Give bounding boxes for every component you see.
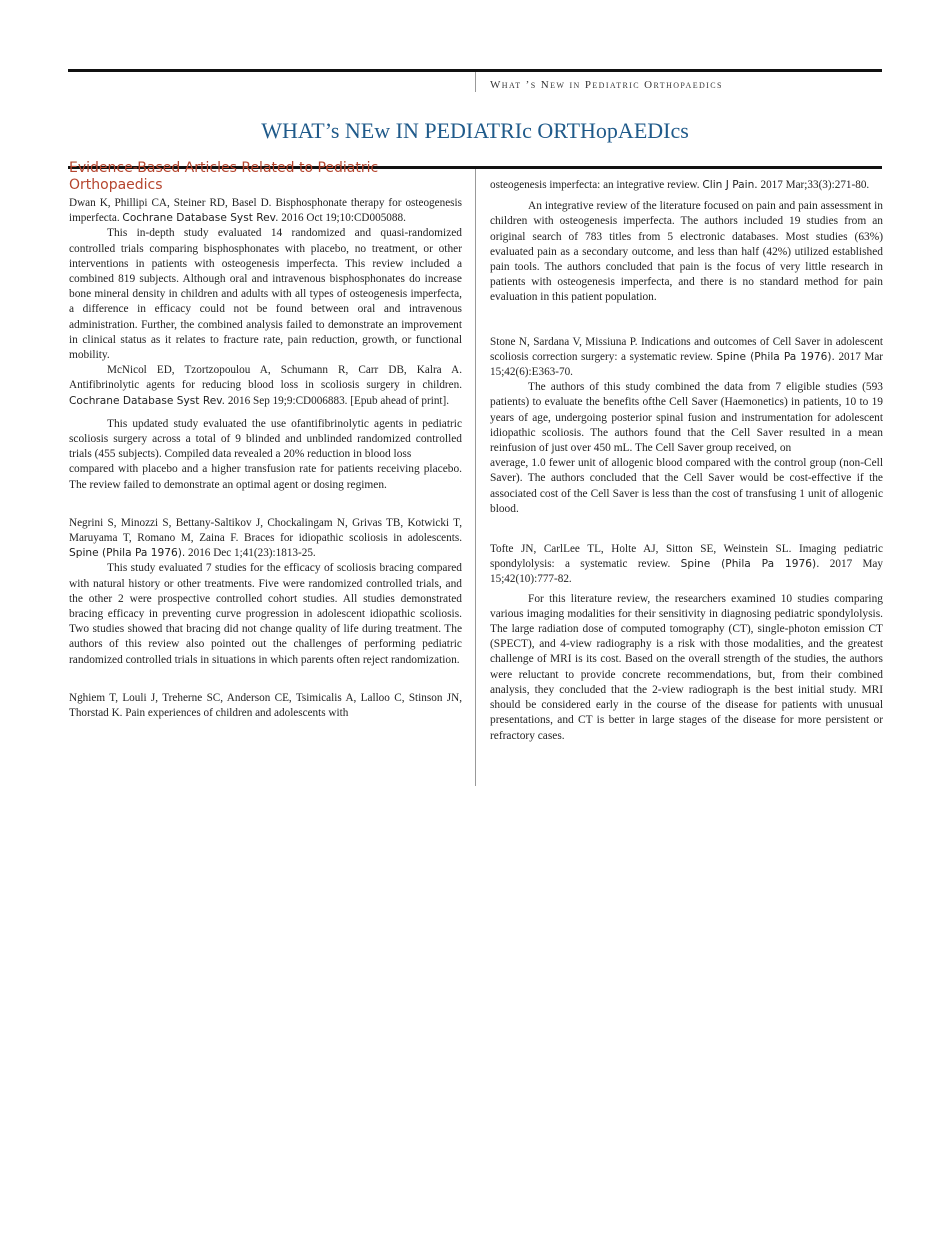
article-citation-continued xyxy=(490,178,883,193)
citation-authors-title: Negrini S, Minozzi S, Bettany-Saltikov J, Chockalingam N, Grivas TB, Kotwicki T, Maruyama T, Romano M, Zaina F. Braces for idiopathic scoliosis in adolescents. xyxy=(69,516,462,545)
citation-details: 2016 Oct 19;10:CD005088. xyxy=(281,212,406,225)
article-citation xyxy=(490,542,883,588)
article-summary: The authors of this study combined the data from 7 eligible studies (593 patients) to evaluate the benefits ofthe Cell Saver (Haemonetics) in patients, 10 to 19 years of age, undergoing posterior spinal fusion and instrumentation for adolescent idiopathic scoliosis. The authors found that the Cell Saver resulted in a mean reinfusion of just over 450 mL. The Cell Saver group received, on xyxy=(490,381,883,455)
citation-journal: Spine (Phila Pa 1976). xyxy=(680,558,820,571)
citation-details: 2017 May 15;42(10):777-82. xyxy=(490,558,883,586)
article-summary: This updated study evaluated the use ofantifibrinolytic agents in pediatric scoliosis surgery across a total of 9 blinded and unblinded randomized controlled trials (455 subjects). Compiled data revealed a 20% reduction in blood loss xyxy=(69,417,462,461)
citation-authors-title: McNicol ED, Tzortzopoulou A, Schumann R, Carr DB, Kalra A. Antifibrinolytic agents for reducing blood loss in scoliosis surgery in children. xyxy=(69,364,462,392)
article-summary: An integrative review of the literature focused on pain and pain assessment in children with osteogenesis imperfecta. The authors included 19 studies from an original search of 783 titles from 5 electronic databases. Most studies (63%) evaluated pain as a secondary outcome, and less than half (42%) utilized established pain tools. The authors concluded that pain is the focus of very little research in patients with osteogenesis imperfecta, and there is no standard method for pain evaluation in this patient population. xyxy=(490,200,883,304)
article-summary-continued: compared with placebo and a higher transfusion rate for patients receiving placebo. The review failed to demonstrate an optimal agent or dosing regimen. xyxy=(69,463,462,491)
citation-authors-title: Stone N, Sardana V, Missiuna P. Indications and outcomes of Cell Saver in adolescent scoliosis correction surgery: a systematic review. xyxy=(490,335,883,363)
article-summary-continued: average, 1.0 fewer unit of allogenic blood compared with the control group (non-Cell Saver). The authors concluded that the Cell Saver would be cost-effective if the associated cost of the Cell Saver is less than the cost of transfusing 1 unit of allogenic blood. xyxy=(490,457,883,515)
citation-details: 2017 Mar;33(3):271-80. xyxy=(760,179,870,191)
citation-authors-title: Tofte JN, CarlLee TL, Holte AJ, Sitton SE, Weinstein SL. Imaging pediatric spondylolysis: a systematic review. xyxy=(490,543,883,571)
citation-journal: Spine (Phila Pa 1976). xyxy=(69,547,186,560)
right-column xyxy=(490,178,883,744)
running-head: What ’s New in Pediatric Orthopaedics xyxy=(490,79,723,91)
article-citation xyxy=(69,196,462,226)
page-title: WHAT’s NEw IN PEDIATRIc ORTHopAEDIcs xyxy=(261,118,689,143)
article-citation xyxy=(490,335,883,381)
article-citation xyxy=(69,363,462,409)
article-summary: This study evaluated 7 studies for the efficacy of scoliosis bracing compared with natural history or other treatments. Five were randomized controlled trials, and the other 2 were prospective controlled cohort studies. All studies demonstrated bracing efficacy in preventing curve progression in adolescent idiopathic scoliosis. Two studies showed that bracing did not change quality of life during treatment. The authors of this review also pointed out the challenges of performing pediatric randomized controlled trials in situations in which parents often reject randomization. xyxy=(69,562,462,666)
left-column xyxy=(69,196,462,721)
column-divider xyxy=(475,169,476,786)
citation-details: 2016 Sep 19;9:CD006883. [Epub ahead of print]. xyxy=(227,394,450,407)
article-summary: For this literature review, the researchers examined 10 studies comparing various imaging modalities for their sensitivity in diagnosing pediatric spondylolysis. The large radiation dose of computed tomography (CT), single-photon emission CT (SPECT), and 4-view radiography is a risk with those modalities, and the greatest challenge of MRI is its cost. Based on the overall strength of the studies, the authors were reluctant to provide concrete recommendations, but, from their combined analysis, they concluded that the 2-view radiograph is the best initial study. MRI should be considered early in the course of the disease for patients with unusual presentations, and CT is better in large stages of the disease for more persistent or refractory cases. xyxy=(490,592,883,742)
citation-authors-title: Dwan K, Phillipi CA, Steiner RD, Basel D. Bisphosphonate therapy for osteogenesis imperfecta. xyxy=(69,197,462,225)
section-title: Evidence-Based Articles Related to Pediatric Orthopaedics xyxy=(69,160,379,193)
citation-details: 2016 Dec 1;41(23):1813-25. xyxy=(188,547,316,560)
article-citation xyxy=(69,516,462,562)
citation-journal: Cochrane Database Syst Rev. xyxy=(122,212,279,225)
header-divider xyxy=(475,72,476,92)
citation-journal: Cochrane Database Syst Rev. xyxy=(69,394,226,407)
article-summary: This in-depth study evaluated 14 randomized and quasi-randomized controlled trials comparing bisphosphonates with placebo, no treatment, or other interventions in patients with osteogenesis imperfecta. This review included a combined 819 subjects. Although oral and intravenous bisphosphonates do increase bone mineral density in children and adults with all types of osteogenesis imperfecta, a difference in efficacy could not be found between oral and intravenous administration. Further, the combined analysis failed to demonstrate an improvement in clinical status as it relates to fracture rate, pain reduction, growth, or functional mobility. xyxy=(69,227,462,362)
citation-journal: Spine (Phila Pa 1976). xyxy=(716,350,835,363)
citation-authors-title: osteogenesis imperfecta: an integrative review. xyxy=(490,179,700,191)
citation-details: 2017 Mar 15;42(6):E363-70. xyxy=(490,350,884,379)
article-citation xyxy=(69,691,462,721)
citation-authors-title: Nghiem T, Louli J, Treherne SC, Anderson CE, Tsimicalis A, Lalloo C, Stinson JN, Thorstad K. Pain experiences of children and adolescents with xyxy=(69,691,462,720)
citation-journal: Clin J Pain. xyxy=(702,179,758,191)
